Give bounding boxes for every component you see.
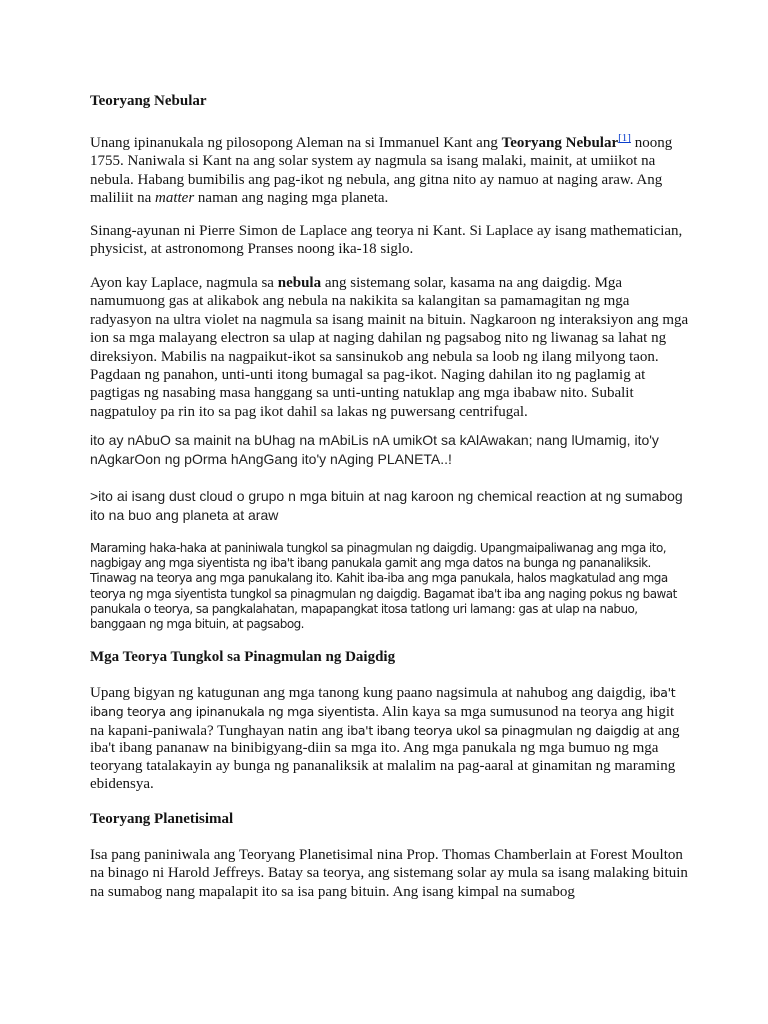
bold-nebula: nebula	[277, 275, 322, 291]
paragraph-ayon-kay-laplace: Ayon kay Laplace, nagmula sa nebula ang sistemang solar, kasama na ang daigdig. Mga namumuong gas at alikabok ang nebula na nakikita sa kalangitan sa pamamagitan ng mga radyasyon na ultra violet na nagmula sa isang mainit na bituin. Nagkaroon ng interaksiyon ang mga ion sa mga malayang electron sa ulap at naging dahilan ng pagsabog nito ng liwanag sa lahat ng direksiyon. Mabilis na nagpaikut-ikot sa sansinukob ang nebula sa loob ng ilang milyong taon. Pagdaan ng panahon, unti-unti itong bumagal sa pag-ikot. Naging dahilan ito ng paglamig at pagtigas ng nasabing masa hanggang sa unti-unting natuklap ang mga ibabaw nito. Subalit nagpatuloy pa rin ito sa pag ikot dahil sa lakas ng puwersang centrifugal.	[90, 275, 689, 420]
italic-matter: matter	[155, 190, 195, 207]
paragraph-haka-haka: Maraming haka-haka at paniniwala tungkol sa pinagmulan ng daigdig. Upangmaipaliwanag ang mga ito, nagbigay ang mga siyentista ng iba't ibang panukala gamit ang mga datos na bunga ng pananaliksik. Tinawag na teorya ang mga panukalang ito. Kahit iba-iba ang mga panukala, halos magkatulad ang mga teorya ng mga siyentista tungkol sa pinagmulan ng daigdig. Bagamat iba't iba ang naging pokus ng bawat panukala o teorya, sa pangkalahatan, mapapangkat itosa tatlong uri lamang: gas at ulap na nabuo, banggaan ng mga bituin, at pagsabog.	[90, 541, 677, 632]
footnote-ref-link[interactable]: [1]	[618, 132, 631, 144]
section-title-mga-teorya: Mga Teorya Tungkol sa Pinagmulan ng Daigdig	[90, 649, 396, 665]
section-title-teoryang-nebular: Teoryang Nebular	[90, 93, 207, 109]
paragraph-planetisimal: Isa pang paniniwala ang Teoryang Planetisimal nina Prop. Thomas Chamberlain at Forest Moulton na binago ni Harold Jeffreys. Batay sa teorya, ang sistemang solar ay mula sa isang malaking bituin na sumabog nang mapalapit ito sa isa pang bituin. Ang isang kimpal na sumabog	[90, 847, 688, 900]
bold-teoryang-nebular: Teoryang Nebular	[501, 135, 619, 151]
paragraph-laplace: Sinang-ayunan ni Pierre Simon de Laplace ang teorya ni Kant. Si Laplace ay isang mathematician, physicist, at astronomong Pranses noong ika-18 siglo.	[90, 223, 683, 258]
paragraph-upang-bigyan: Upang bigyan ng katugunan ang mga tanong kung paano nagsimula at nahubog ang daigdig, iba't ibang teorya ang ipinanukala ng mga siyentista. Alin kaya sa mga sumusunod na teorya ang higit na kapani-paniwala? Tunghayan natin ang iba't ibang teorya ukol sa pinagmulan ng daigdig at ang iba't ibang pananaw na binibigyang-diin sa mga ito. Ang mga panukala ng mga bumuo ng mga teoryang tatalakayin ay bunga ng pananaliksik at malalim na pag-aaral at ginamitan ng maraming ebidensya.	[90, 685, 680, 792]
comment-dust-cloud: >ito ai isang dust cloud o grupo n mga bituin at nag karoon ng chemical reaction at ng sumabog ito na buo ang planeta at araw	[90, 488, 683, 523]
section-title-planetisimal: Teoryang Planetisimal	[90, 811, 234, 827]
comment-abuo: ito ay nAbuO sa mainit na bUhag na mAbiLis nA umikOt sa kAlAwakan; nang lUmamig, ito'y nAgkarOon ng pOrma hAngGang ito'y nAging PLANETA..!	[90, 432, 659, 467]
paragraph-kant: Unang ipinanukala ng pilosopong Aleman na si Immanuel Kant ang Teoryang Nebular[1] noong 1755. Naniwala si Kant na ang solar system ay nagmula sa isang malaki, mainit, at umiikot na nebula. Habang bumibilis ang pag-ikot ng nebula, ang gitna nito ay namuo at naging araw. Ang maliliit na matter naman ang naging mga planeta.	[90, 132, 673, 207]
